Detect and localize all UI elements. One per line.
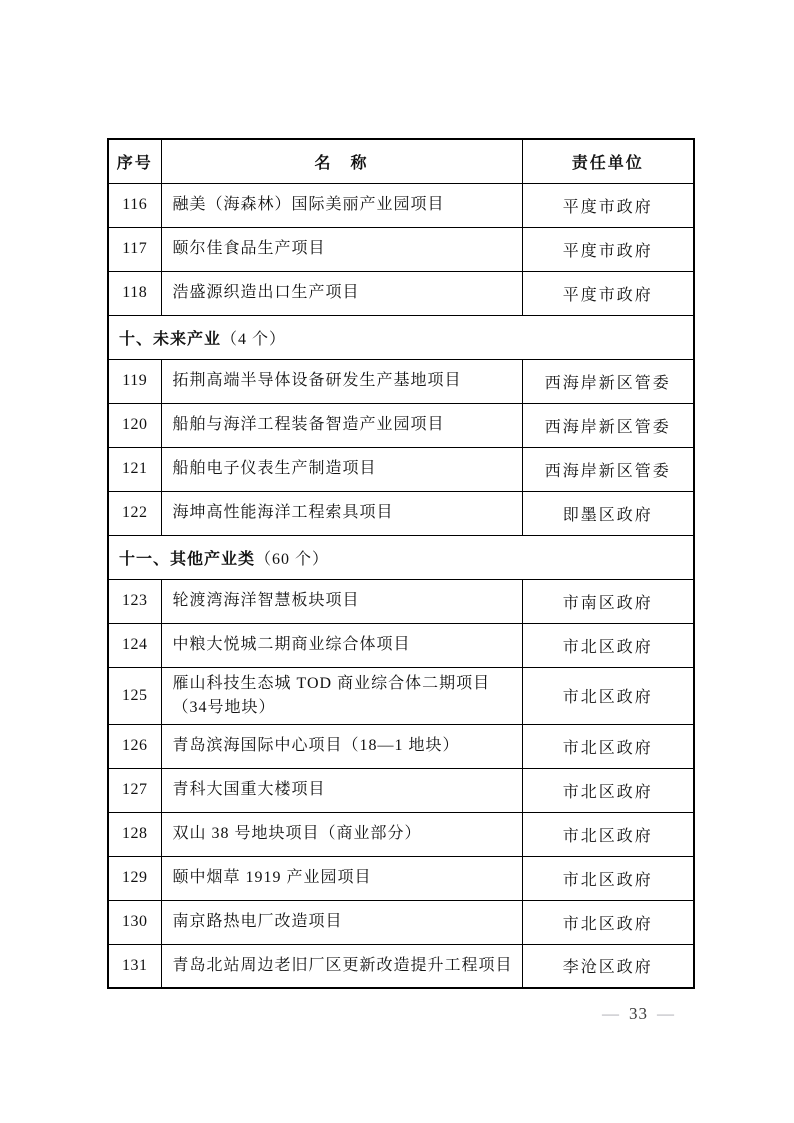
row-index: 123 xyxy=(108,579,161,623)
row-index: 128 xyxy=(108,812,161,856)
table-row xyxy=(108,724,694,768)
header-row xyxy=(108,139,694,183)
project-name: 拓荆高端半导体设备研发生产基地项目 xyxy=(161,359,522,403)
section-count: （4 个） xyxy=(221,330,287,348)
table-row xyxy=(108,667,694,724)
header-index: 序号 xyxy=(108,139,161,183)
project-table xyxy=(107,138,695,989)
responsible-unit: 市北区政府 xyxy=(522,856,694,900)
project-name: 青岛滨海国际中心项目（18—1 地块） xyxy=(161,724,522,768)
responsible-unit: 市南区政府 xyxy=(522,579,694,623)
row-index: 125 xyxy=(108,667,161,724)
table-body xyxy=(108,183,694,988)
table-row xyxy=(108,447,694,491)
responsible-unit: 市北区政府 xyxy=(522,900,694,944)
section-count: （60 个） xyxy=(255,550,330,568)
project-name: 雁山科技生态城 TOD 商业综合体二期项目（34号地块） xyxy=(161,667,522,724)
table-row xyxy=(108,227,694,271)
project-name: 青岛北站周边老旧厂区更新改造提升工程项目 xyxy=(161,944,522,988)
table-row xyxy=(108,403,694,447)
project-name: 融美（海森林）国际美丽产业园项目 xyxy=(161,183,522,227)
row-index: 131 xyxy=(108,944,161,988)
row-index: 118 xyxy=(108,271,161,315)
row-index: 129 xyxy=(108,856,161,900)
responsible-unit: 西海岸新区管委 xyxy=(522,447,694,491)
page-number-dash-right: — xyxy=(657,1004,675,1023)
table-row xyxy=(108,359,694,403)
table-row xyxy=(108,271,694,315)
project-name: 海坤高性能海洋工程索具项目 xyxy=(161,491,522,535)
responsible-unit: 李沧区政府 xyxy=(522,944,694,988)
row-index: 120 xyxy=(108,403,161,447)
row-index: 116 xyxy=(108,183,161,227)
row-index: 126 xyxy=(108,724,161,768)
table-row xyxy=(108,623,694,667)
responsible-unit: 市北区政府 xyxy=(522,724,694,768)
page-number xyxy=(0,1004,684,1024)
responsible-unit: 西海岸新区管委 xyxy=(522,359,694,403)
responsible-unit: 平度市政府 xyxy=(522,183,694,227)
section-header xyxy=(108,315,694,359)
section-title: 十一、其他产业类 xyxy=(119,550,256,568)
row-index: 117 xyxy=(108,227,161,271)
table-row xyxy=(108,183,694,227)
responsible-unit: 西海岸新区管委 xyxy=(522,403,694,447)
row-index: 124 xyxy=(108,623,161,667)
header-name: 名 称 xyxy=(161,139,522,183)
responsible-unit: 市北区政府 xyxy=(522,812,694,856)
table-row xyxy=(108,856,694,900)
project-name: 浩盛源织造出口生产项目 xyxy=(161,271,522,315)
responsible-unit: 市北区政府 xyxy=(522,768,694,812)
table-row xyxy=(108,900,694,944)
responsible-unit: 平度市政府 xyxy=(522,227,694,271)
responsible-unit: 市北区政府 xyxy=(522,667,694,724)
project-name: 青科大国重大楼项目 xyxy=(161,768,522,812)
responsible-unit: 平度市政府 xyxy=(522,271,694,315)
responsible-unit: 市北区政府 xyxy=(522,623,694,667)
page-number-value: 33 xyxy=(629,1004,648,1023)
section-row xyxy=(108,535,694,579)
project-name: 南京路热电厂改造项目 xyxy=(161,900,522,944)
section-row xyxy=(108,315,694,359)
project-name: 颐尔佳食品生产项目 xyxy=(161,227,522,271)
project-name: 颐中烟草 1919 产业园项目 xyxy=(161,856,522,900)
table-row xyxy=(108,579,694,623)
project-name: 中粮大悦城二期商业综合体项目 xyxy=(161,623,522,667)
table-row xyxy=(108,768,694,812)
project-name: 船舶与海洋工程装备智造产业园项目 xyxy=(161,403,522,447)
section-title: 十、未来产业 xyxy=(119,330,222,348)
section-header xyxy=(108,535,694,579)
project-name: 船舶电子仪表生产制造项目 xyxy=(161,447,522,491)
responsible-unit: 即墨区政府 xyxy=(522,491,694,535)
row-index: 119 xyxy=(108,359,161,403)
header-unit: 责任单位 xyxy=(522,139,694,183)
row-index: 121 xyxy=(108,447,161,491)
row-index: 130 xyxy=(108,900,161,944)
table-header xyxy=(108,139,694,183)
row-index: 122 xyxy=(108,491,161,535)
page-number-dash-left: — xyxy=(602,1004,620,1023)
project-name: 双山 38 号地块项目（商业部分） xyxy=(161,812,522,856)
row-index: 127 xyxy=(108,768,161,812)
table-row xyxy=(108,812,694,856)
table-row xyxy=(108,944,694,988)
table-row xyxy=(108,491,694,535)
project-name: 轮渡湾海洋智慧板块项目 xyxy=(161,579,522,623)
